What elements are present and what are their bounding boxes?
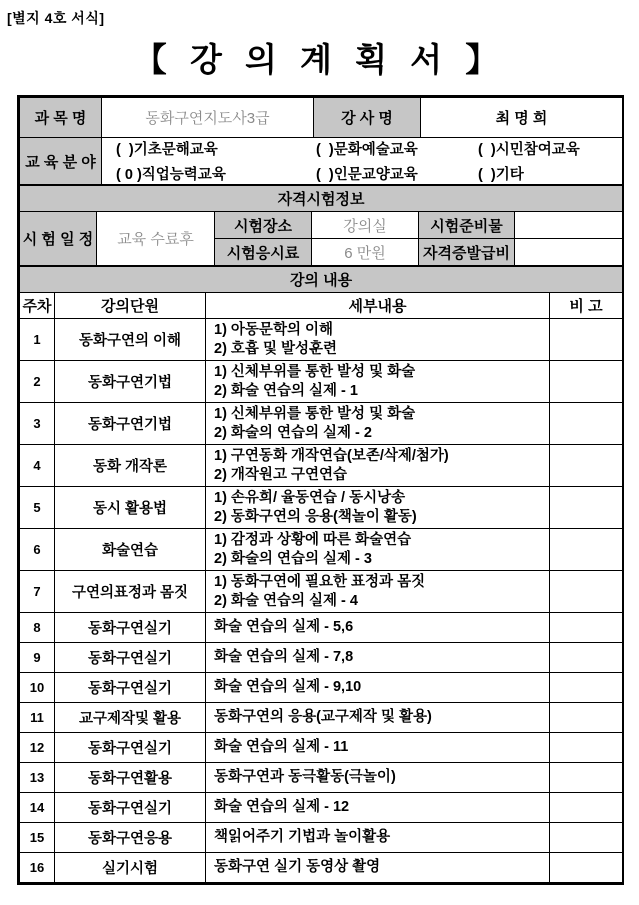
- details-cell: 화술 연습의 실제 - 9,10: [206, 673, 550, 703]
- note-cell: [550, 319, 623, 361]
- header-details: 세부내용: [206, 293, 550, 319]
- exam-place-label: 시험장소: [215, 212, 312, 239]
- header-note: 비 고: [550, 293, 623, 319]
- details-cell: 화술 연습의 실제 - 5,6: [206, 613, 550, 643]
- unit-cell: 화술연습: [55, 529, 206, 571]
- details-cell: 책읽어주기 기법과 놀이활용: [206, 823, 550, 853]
- note-cell: [550, 763, 623, 793]
- course-info-table: [19, 97, 623, 185]
- unit-cell: 동화구연실기: [55, 673, 206, 703]
- table-row: [20, 403, 623, 445]
- table-row: [20, 529, 623, 571]
- note-cell: [550, 853, 623, 883]
- note-cell: [550, 733, 623, 763]
- table-row: [20, 673, 623, 703]
- exam-supplies-label: 시험준비물: [419, 212, 515, 239]
- exam-section-row: [20, 186, 623, 212]
- subject-label: 과 목 명: [20, 98, 102, 138]
- note-cell: [550, 703, 623, 733]
- note-cell: [550, 613, 623, 643]
- page-title: 【 강 의 계 획 서 】: [133, 41, 506, 78]
- details-cell: 1) 신체부위를 통한 발성 및 화술 2) 화술의 연습의 실제 - 2: [206, 403, 550, 445]
- unit-cell: 동화구연의 이해: [55, 319, 206, 361]
- note-cell: [550, 673, 623, 703]
- education-field-options: [102, 138, 623, 185]
- exam-supplies-value: [515, 212, 623, 239]
- education-field-label: 교 육 분 야: [20, 138, 102, 185]
- note-cell: [550, 361, 623, 403]
- unit-cell: 동화구연실기: [55, 733, 206, 763]
- week-cell: 10: [20, 673, 55, 703]
- unit-cell: 구연의표정과 몸짓: [55, 571, 206, 613]
- table-row: [20, 487, 623, 529]
- details-cell: 1) 동화구연에 필요한 표정과 몸짓 2) 화술 연습의 실제 - 4: [206, 571, 550, 613]
- exam-fee-value: 6 만원: [312, 239, 419, 266]
- note-cell: [550, 643, 623, 673]
- week-cell: 11: [20, 703, 55, 733]
- note-cell: [550, 487, 623, 529]
- week-cell: 15: [20, 823, 55, 853]
- week-cell: 7: [20, 571, 55, 613]
- note-cell: [550, 571, 623, 613]
- option-citizen: ( )시민참여교육: [478, 142, 580, 158]
- table-row: [20, 445, 623, 487]
- unit-cell: 동화 개작론: [55, 445, 206, 487]
- unit-cell: 실기시험: [55, 853, 206, 883]
- week-cell: 1: [20, 319, 55, 361]
- table-row: [20, 571, 623, 613]
- table-row: [20, 361, 623, 403]
- table-row: [20, 319, 623, 361]
- table-row: [20, 793, 623, 823]
- table-row: [20, 613, 623, 643]
- details-cell: 화술 연습의 실제 - 11: [206, 733, 550, 763]
- unit-cell: 교구제작및 활용: [55, 703, 206, 733]
- details-cell: 화술 연습의 실제 - 12: [206, 793, 550, 823]
- exam-fee-label: 시험응시료: [215, 239, 312, 266]
- week-cell: 9: [20, 643, 55, 673]
- option-basic-literacy: ( )기초문해교육: [116, 142, 218, 158]
- table-row: [20, 703, 623, 733]
- unit-cell: 동화구연실기: [55, 643, 206, 673]
- details-cell: 1) 아동문학의 이해 2) 호흡 및 발성훈련: [206, 319, 550, 361]
- unit-cell: 동화구연실기: [55, 613, 206, 643]
- option-liberal-arts: ( )인문교양교육: [316, 167, 418, 183]
- details-cell: 화술 연습의 실제 - 7,8: [206, 643, 550, 673]
- content-rows: [20, 319, 623, 883]
- unit-cell: 동화구연활용: [55, 763, 206, 793]
- content-section-title: 강의 내용: [20, 267, 623, 293]
- week-cell: 16: [20, 853, 55, 883]
- week-cell: 8: [20, 613, 55, 643]
- lecture-content-table: [19, 266, 623, 883]
- week-cell: 5: [20, 487, 55, 529]
- table-row: [20, 823, 623, 853]
- table-row: [20, 733, 623, 763]
- details-cell: 1) 손유희/ 율동연습 / 동시낭송 2) 동화구연의 응용(책놀이 활동): [206, 487, 550, 529]
- lecture-plan-table: [17, 95, 624, 885]
- form-annex-note: [별지 4호 서식]: [7, 10, 105, 26]
- details-cell: 1) 구연동화 개작연습(보존/삭제/첨가) 2) 개작원고 구연연습: [206, 445, 550, 487]
- details-cell: 동화구연과 동극활동(극놀이): [206, 763, 550, 793]
- table-row: [20, 643, 623, 673]
- cert-fee-label: 자격증발급비: [419, 239, 515, 266]
- header-unit: 강의단원: [55, 293, 206, 319]
- header-week: 주차: [20, 293, 55, 319]
- content-section-row: [20, 267, 623, 293]
- week-cell: 4: [20, 445, 55, 487]
- subject-row: [20, 98, 623, 138]
- exam-place-row: [20, 212, 623, 239]
- option-culture-art: ( )문화예술교육: [316, 142, 418, 158]
- note-cell: [550, 445, 623, 487]
- exam-info-table: [19, 185, 623, 266]
- week-cell: 12: [20, 733, 55, 763]
- cert-fee-value: [515, 239, 623, 266]
- exam-schedule-label: 시 험 일 정: [20, 212, 97, 266]
- unit-cell: 동화구연실기: [55, 793, 206, 823]
- instructor-label: 강 사 명: [314, 98, 421, 138]
- unit-cell: 동화구연응용: [55, 823, 206, 853]
- week-cell: 14: [20, 793, 55, 823]
- details-cell: 동화구연의 응용(교구제작 및 활용): [206, 703, 550, 733]
- education-field-row: [20, 138, 623, 185]
- details-cell: 1) 감정과 상황에 따른 화술연습 2) 화술의 연습의 실제 - 3: [206, 529, 550, 571]
- week-cell: 2: [20, 361, 55, 403]
- note-cell: [550, 529, 623, 571]
- week-cell: 6: [20, 529, 55, 571]
- content-header-row: [20, 293, 623, 319]
- unit-cell: 동시 활용법: [55, 487, 206, 529]
- week-cell: 13: [20, 763, 55, 793]
- note-cell: [550, 793, 623, 823]
- table-row: [20, 763, 623, 793]
- note-cell: [550, 823, 623, 853]
- exam-place-value: 강의실: [312, 212, 419, 239]
- unit-cell: 동화구연기법: [55, 403, 206, 445]
- details-cell: 1) 신체부위를 통한 발성 및 화술 2) 화술 연습의 실제 - 1: [206, 361, 550, 403]
- details-cell: 동화구연 실기 동영상 촬영: [206, 853, 550, 883]
- week-cell: 3: [20, 403, 55, 445]
- subject-value: 동화구연지도사3급: [102, 98, 314, 138]
- exam-schedule-value: 교육 수료후: [97, 212, 215, 266]
- note-cell: [550, 403, 623, 445]
- table-row: [20, 853, 623, 883]
- unit-cell: 동화구연기법: [55, 361, 206, 403]
- option-etc: ( )기타: [478, 167, 524, 183]
- exam-section-title: 자격시험정보: [20, 186, 623, 212]
- instructor-value: 최 명 희: [421, 98, 623, 138]
- option-vocational: ( 0 )직업능력교육: [116, 167, 226, 183]
